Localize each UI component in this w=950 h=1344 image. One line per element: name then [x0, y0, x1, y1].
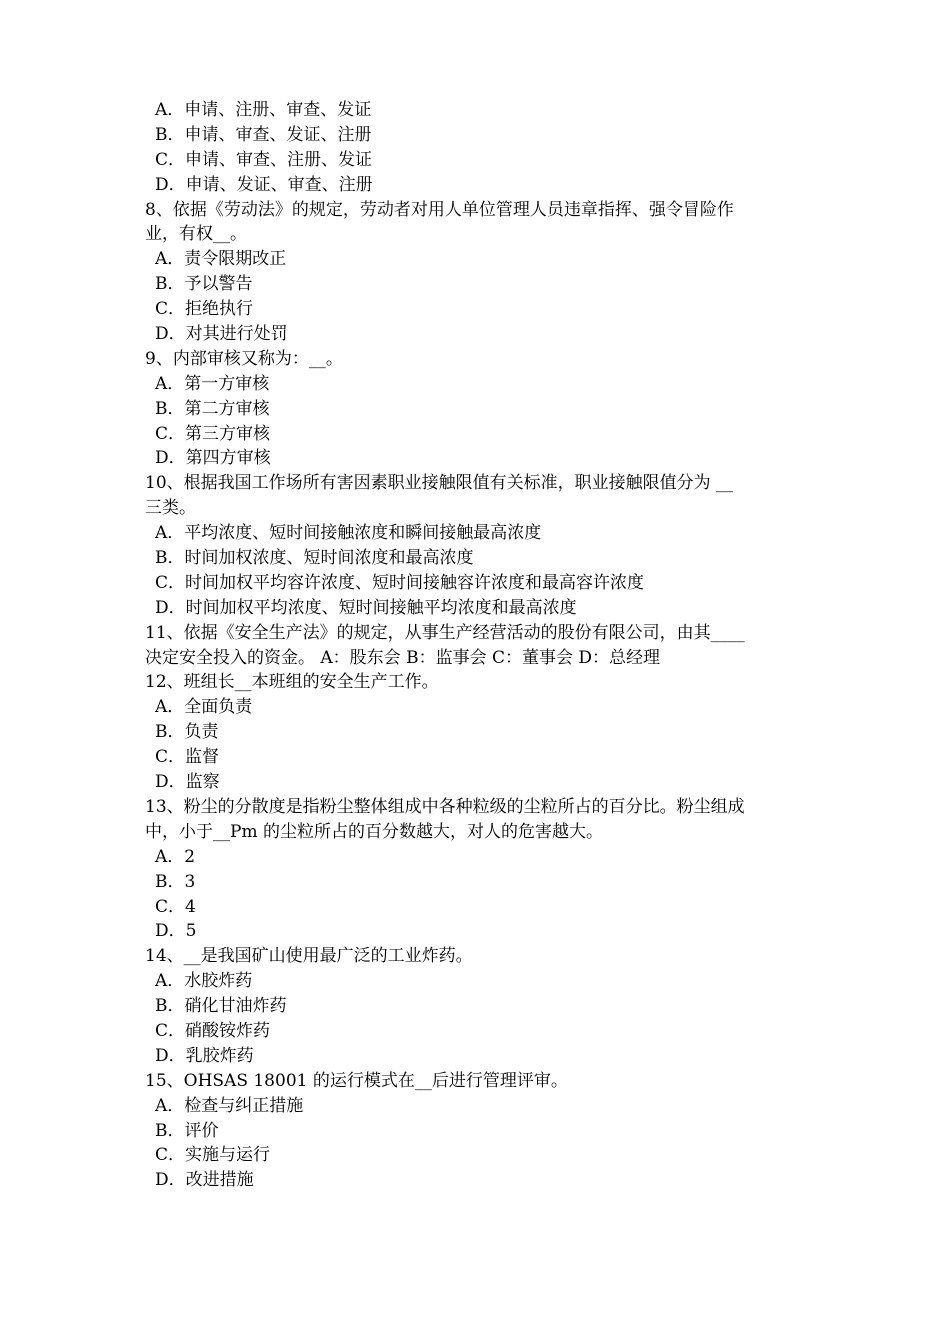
question-text-continued: 决定安全投入的资金。 A：股东会 B：监事会 C：董事会 D：总经理 — [145, 647, 661, 668]
answer-option: D．乳胶炸药 — [155, 1045, 254, 1066]
question-text: 11、依据《安全生产法》的规定，从事生产经营活动的股份有限公司，由其____ — [145, 622, 745, 643]
question-text: 9、内部审核又称为：__。 — [145, 348, 343, 369]
answer-option: B．评价 — [155, 1120, 219, 1141]
answer-option: C．监督 — [155, 747, 220, 768]
question-text-continued: 业，有权__。 — [145, 224, 247, 245]
answer-option: A．2 — [155, 846, 196, 867]
document-page — [145, 98, 810, 1193]
answer-option: D．监察 — [155, 772, 220, 793]
answer-option: A．第一方审核 — [155, 373, 270, 394]
question-text: 12、班组长__本班组的安全生产工作。 — [145, 672, 439, 693]
answer-option: C．第三方审核 — [155, 423, 271, 444]
answer-option: C．拒绝执行 — [155, 299, 254, 320]
answer-option: A．检查与纠正措施 — [155, 1095, 304, 1116]
question-text: 15、OHSAS 18001 的运行模式在__后进行管理评审。 — [145, 1070, 568, 1091]
answer-option: B．予以警告 — [155, 274, 253, 295]
question-text-continued: 中，小于__Pm 的尘粒所占的百分数越大，对人的危害越大。 — [145, 821, 603, 842]
question-text-continued: 三类。 — [145, 498, 196, 519]
answer-option: B．申请、审查、发证、注册 — [155, 124, 372, 145]
question-text: 13、粉尘的分散度是指粉尘整体组成中各种粒级的尘粒所占的百分比。粉尘组成 — [145, 796, 745, 817]
answer-option: A．责令限期改正 — [155, 249, 287, 270]
answer-option: D．改进措施 — [155, 1170, 254, 1191]
answer-option: A．平均浓度、短时间接触浓度和瞬间接触最高浓度 — [155, 523, 542, 544]
answer-option: A．水胶炸药 — [155, 971, 253, 992]
answer-option: B．第二方审核 — [155, 398, 270, 419]
answer-option: A．全面负责 — [155, 697, 253, 718]
answer-option: B．负责 — [155, 722, 219, 743]
answer-option: B．3 — [155, 871, 196, 892]
answer-option: C．实施与运行 — [155, 1145, 271, 1166]
answer-option: C．申请、审查、注册、发证 — [155, 149, 373, 170]
answer-option: D．申请、发证、审查、注册 — [155, 174, 373, 195]
answer-option: D．第四方审核 — [155, 448, 271, 469]
question-text: 14、__是我国矿山使用最广泛的工业炸药。 — [145, 946, 473, 967]
question-text: 8、依据《劳动法》的规定，劳动者对用人单位管理人员违章指挥、强令冒险作 — [145, 199, 734, 220]
answer-option: D．时间加权平均浓度、短时间接触平均浓度和最高浓度 — [155, 597, 577, 618]
answer-option: D．5 — [155, 921, 197, 942]
answer-option: C．硝酸铵炸药 — [155, 1020, 271, 1041]
answer-option: B．硝化甘油炸药 — [155, 996, 287, 1017]
answer-option: C．4 — [155, 896, 196, 917]
question-text: 10、根据我国工作场所有害因素职业接触限值有关标准，职业接触限值分为 __ — [145, 473, 734, 494]
answer-option: C．时间加权平均容许浓度、短时间接触容许浓度和最高容许浓度 — [155, 572, 645, 593]
answer-option: A．申请、注册、审查、发证 — [155, 100, 372, 120]
answer-option: B．时间加权浓度、短时间浓度和最高浓度 — [155, 548, 474, 569]
answer-option: D．对其进行处罚 — [155, 324, 288, 345]
